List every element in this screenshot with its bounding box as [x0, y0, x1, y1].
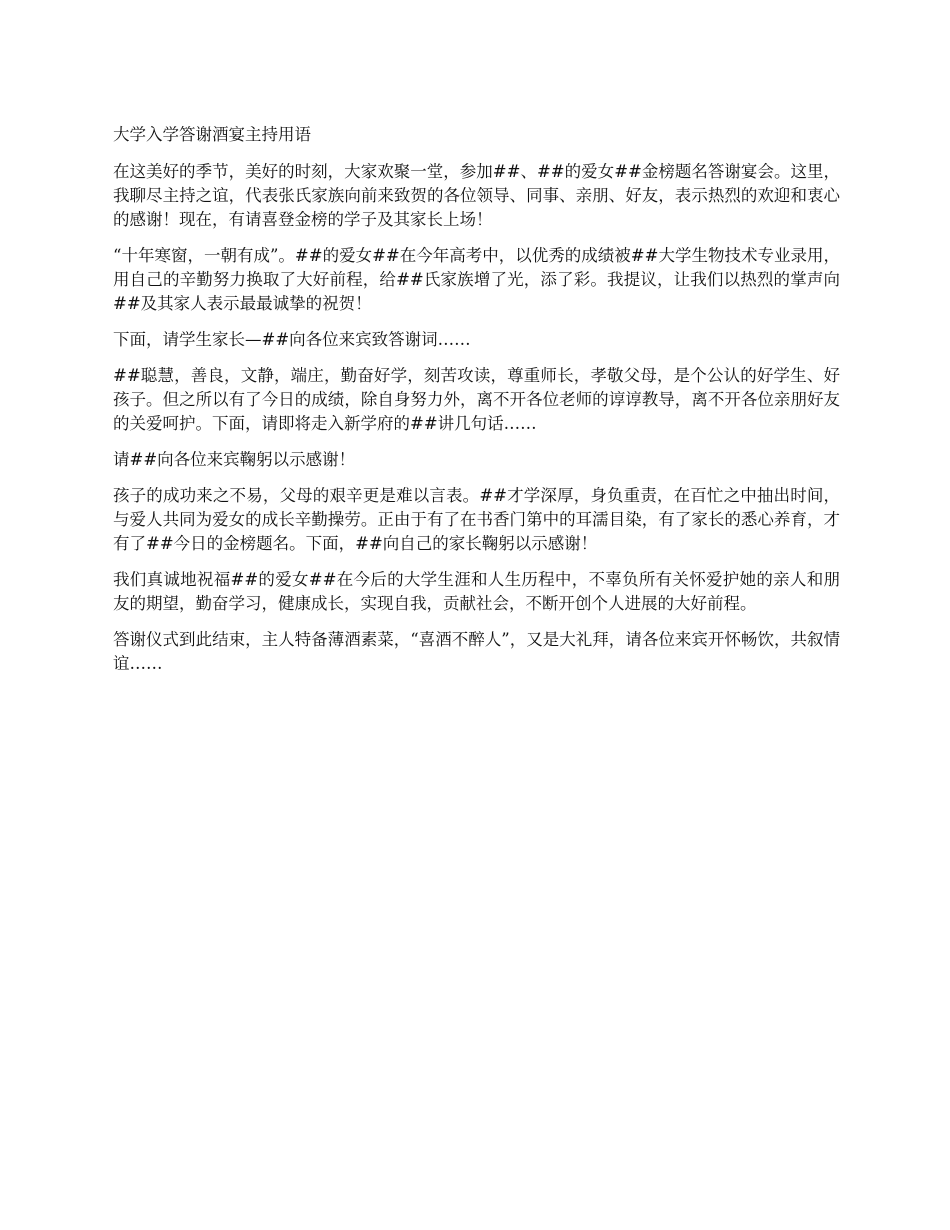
paragraph-2: “十年寒窗，一朝有成”。##的爱女##在今年高考中，以优秀的成绩被##大学生物技术专业录用，用自己的辛勤努力换取了大好前程，给##氏家族增了光，添了彩。我提议，让我们以热烈的掌声向##及其家人表示最最诚挚的祝贺！ [113, 246, 840, 313]
paragraph-6: 孩子的成功来之不易，父母的艰辛更是难以言表。##才学深厚，身负重责，在百忙之中抽出时间，与爱人共同为爱女的成长辛勤操劳。正由于有了在书香门第中的耳濡目染，有了家长的悉心养育，才有了##今日的金榜题名。下面，##向自己的家长鞠躬以示感谢！ [113, 486, 840, 553]
paragraph-3: 下面，请学生家长—##向各位来宾致答谢词…… [113, 330, 471, 349]
document-title: 大学入学答谢酒宴主持用语 [113, 125, 311, 144]
paragraph-4: ##聪慧，善良，文静，端庄，勤奋好学，刻苦攻读，尊重师长，孝敬父母，是个公认的好学生、好孩子。但之所以有了今日的成绩，除自身努力外，离不开各位老师的谆谆教导，离不开各位亲朋好友的关爱呵护。下面，请即将走入新学府的##讲几句话…… [113, 366, 840, 433]
paragraph-8: 答谢仪式到此结束，主人特备薄酒素菜，“喜酒不醉人”，又是大礼拜，请各位来宾开怀畅饮，共叙情谊…… [113, 630, 840, 673]
paragraph-5: 请##向各位来宾鞠躬以示感谢！ [113, 450, 356, 469]
paragraph-1: 在这美好的季节，美好的时刻，大家欢聚一堂，参加##、##的爱女##金榜题名答谢宴会。这里，我聊尽主持之谊，代表张氏家族向前来致贺的各位领导、同事、亲朋、好友，表示热烈的欢迎和衷心的感谢！现在，有请喜登金榜的学子及其家长上场！ [113, 162, 840, 229]
paragraph-7: 我们真诚地祝福##的爱女##在今后的大学生涯和人生历程中，不辜负所有关怀爱护她的亲人和朋友的期望，勤奋学习，健康成长，实现自我，贡献社会，不断开创个人进展的大好前程。 [113, 570, 840, 613]
document-body [113, 123, 840, 688]
